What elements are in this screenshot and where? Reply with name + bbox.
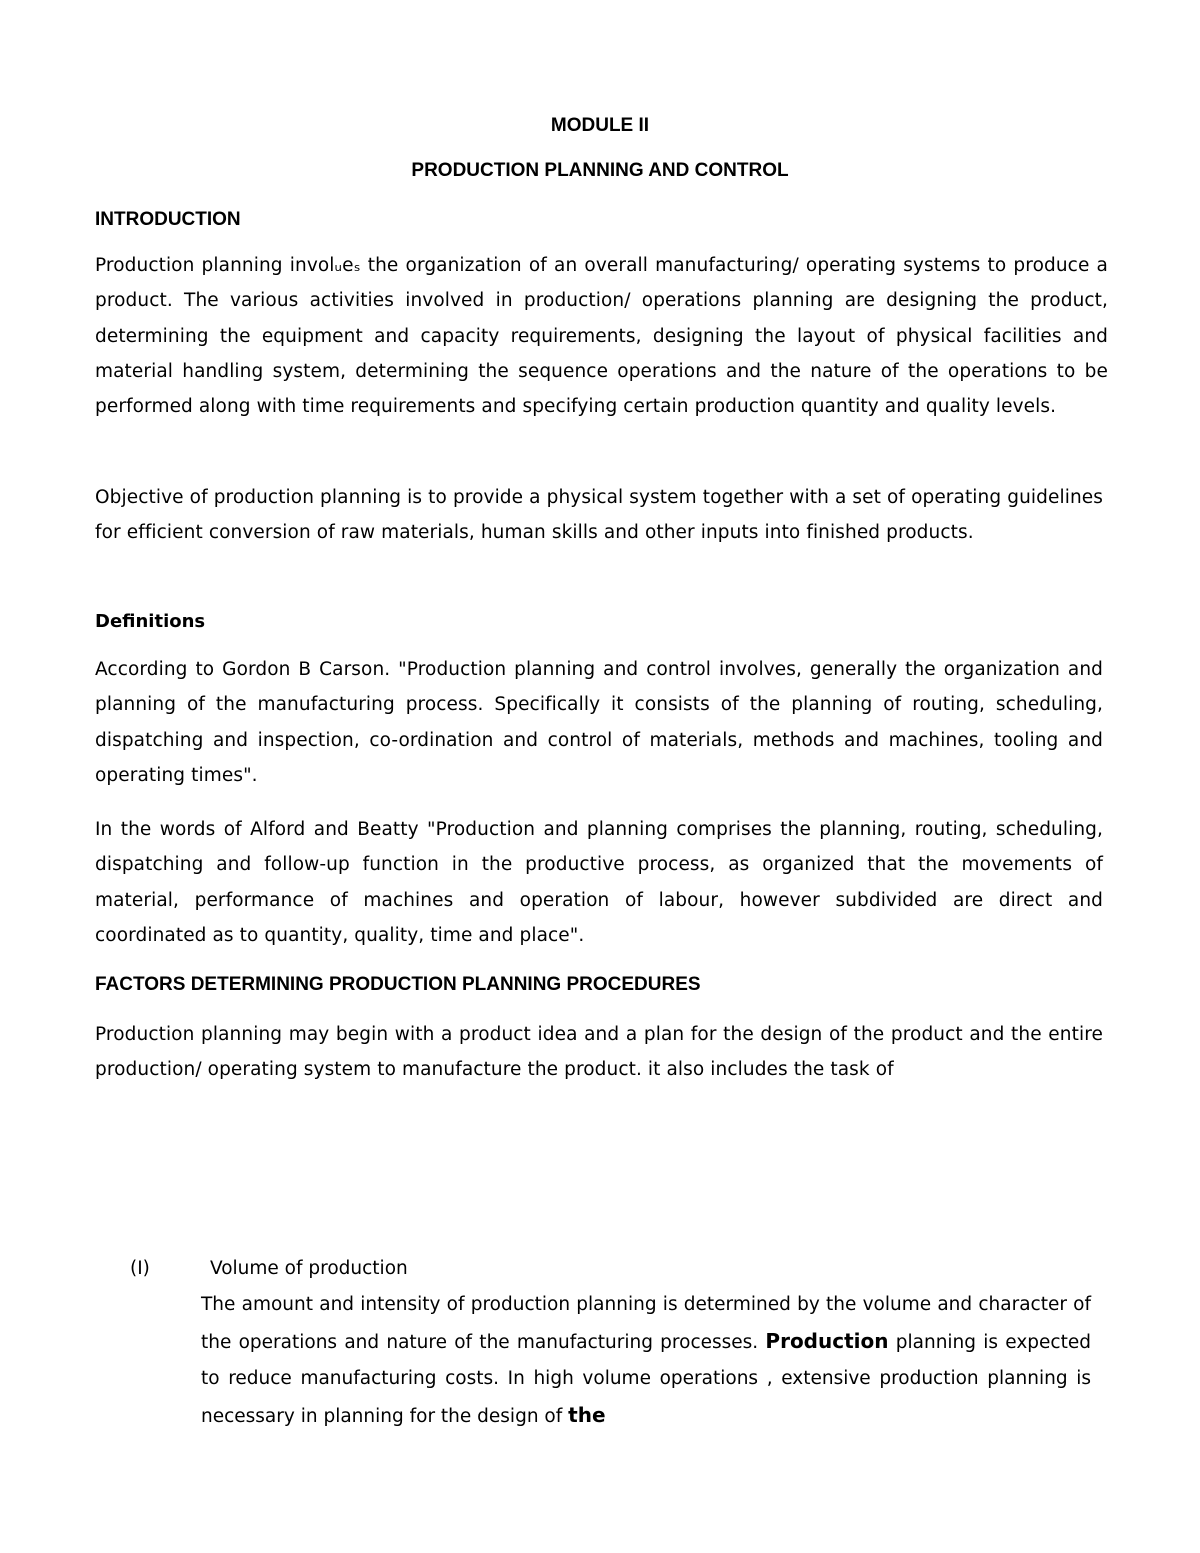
list-item-body-text-2: planning is expected to reduce manufacturing costs. In high volume operations , extensive production planning is necessary in planning for the design of (201, 1332, 1091, 1427)
factors-heading: FACTORS DETERMINING PRODUCTION PLANNING PROCEDURES (95, 974, 701, 995)
module-title: MODULE II (550, 115, 650, 136)
introduction-paragraph-1: Production planning involᵤeₛ the organization of an overall manufacturing/ operating systems to produce a product. The various activities involved in production/ operations planning are designing the product, determining the equipment and capacity requirements, designing the layout of physical facilities and material handling system, determining the sequence operations and the nature of the operations to be performed along with time requirements and specifying certain production quantity and quality levels. (95, 255, 1108, 418)
introduction-paragraph-2: Objective of production planning is to provide a physical system together with a set of operating guidelines for efficient conversion of raw materials, human skills and other inputs into finished products. (95, 487, 1103, 544)
list-item-body-text-1: The amount and intensity of production planning is determined by the volume and character of the operations and nature of the manufacturing processes. (201, 1294, 1091, 1353)
definitions-paragraph-2: In the words of Alford and Beatty "Production and planning comprises the planning, routing, scheduling, dispatching and follow-up function in the productive process, as organized that the movements of material, performance of machines and operation of labour, however subdivided are direct and coordinated as to quantity, quality, time and place". (95, 819, 1103, 946)
list-item-body (201, 1287, 1091, 1435)
list-item-body-bold-2: the (568, 1403, 606, 1427)
list-item-marker: (I) (130, 1258, 150, 1279)
definitions-heading: Definitions (95, 611, 206, 632)
document-title: PRODUCTION PLANNING AND CONTROL (411, 160, 789, 181)
factors-paragraph-1: Production planning may begin with a product idea and a plan for the design of the product and the entire production/ operating system to manufacture the product. it also includes the task of (95, 1024, 1103, 1081)
list-item-body-bold-1: Production (765, 1329, 889, 1353)
list-item-title: Volume of production (210, 1258, 408, 1279)
introduction-heading: INTRODUCTION (95, 209, 241, 230)
definitions-paragraph-1: According to Gordon B Carson. "Production planning and control involves, generally the organization and planning of the manufacturing process. Specifically it consists of the planning of routing, scheduling, dispatching and inspection, co-ordination and control of materials, methods and machines, tooling and operating times". (95, 659, 1103, 786)
